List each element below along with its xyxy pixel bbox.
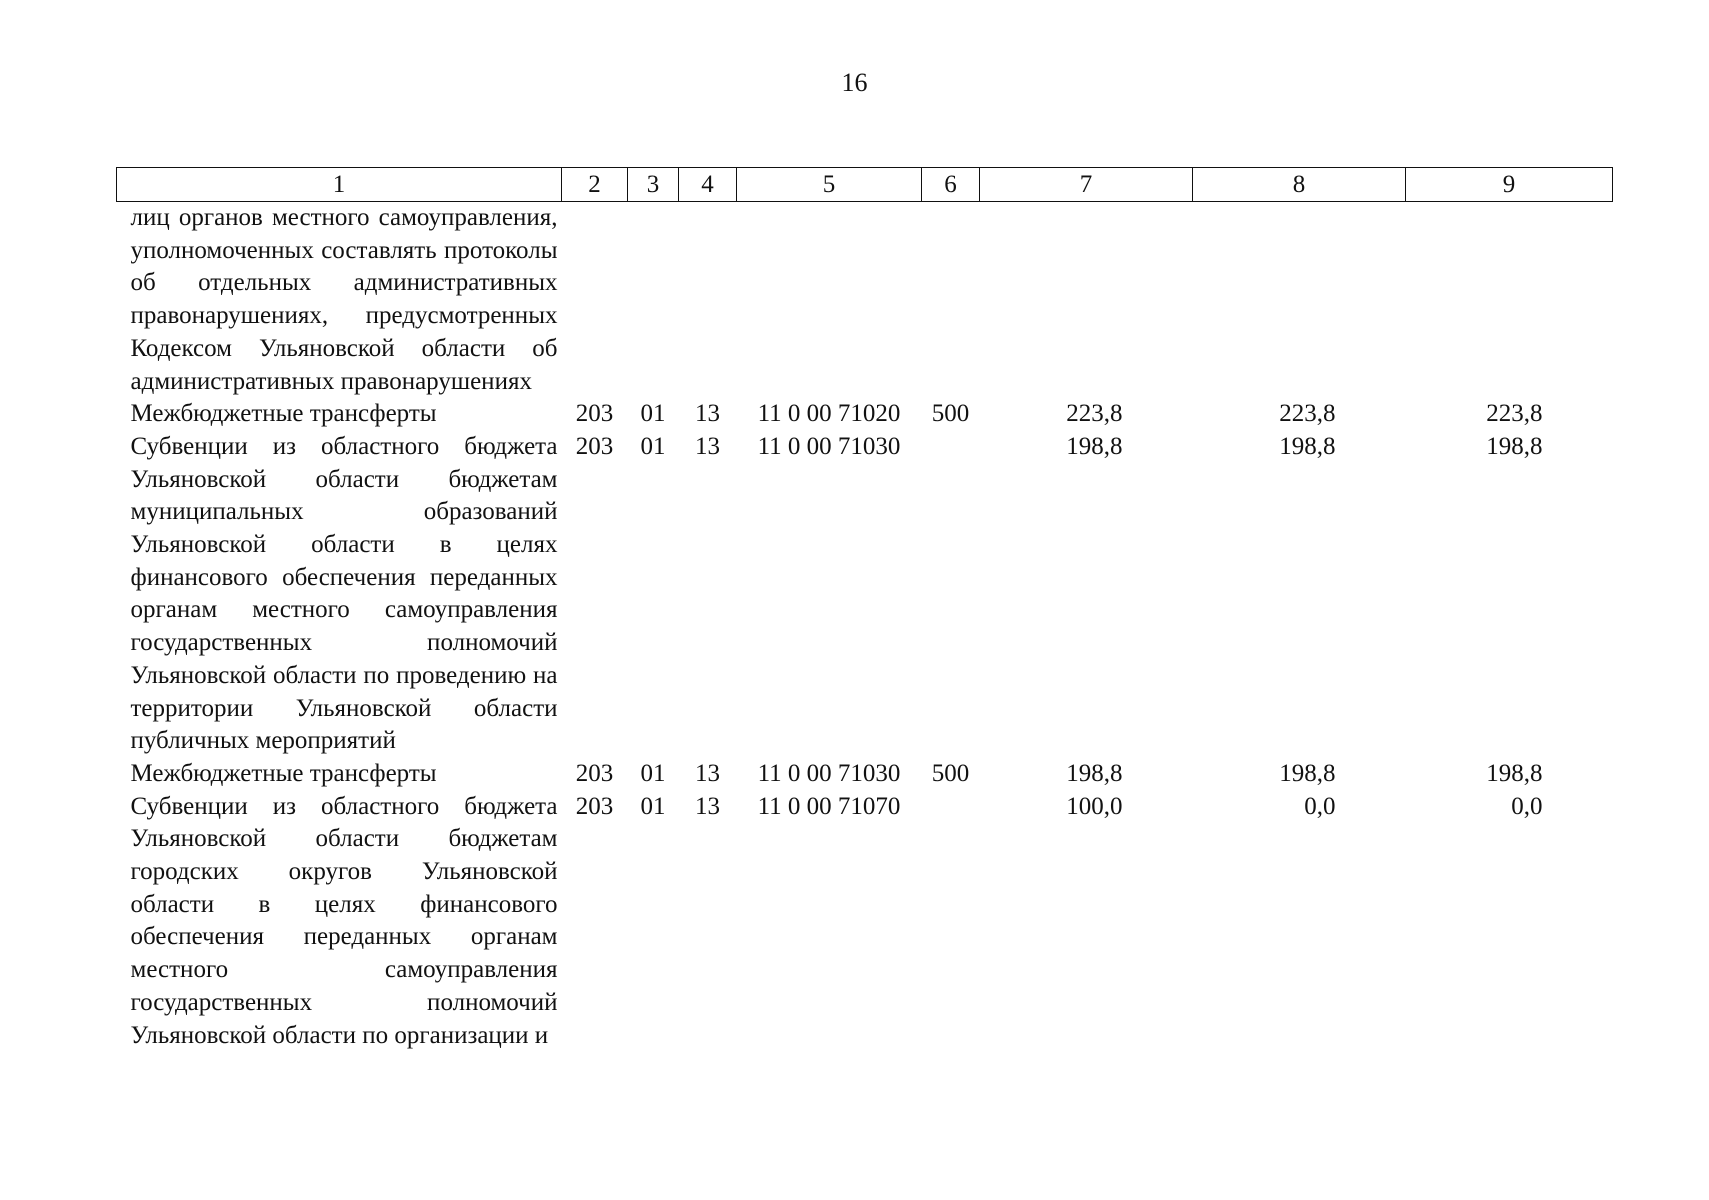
- cell-c8: 223,8: [1279, 400, 1336, 428]
- cell-c4: 13: [695, 792, 720, 820]
- cell-c8: [1193, 202, 1406, 399]
- cell-c4: [679, 202, 737, 399]
- budget-table: [116, 167, 1613, 1052]
- cell-c6: [922, 202, 980, 399]
- column-header: 5: [737, 168, 922, 202]
- cell-c7: 198,8: [1066, 759, 1123, 787]
- cell-c4: 13: [695, 400, 720, 428]
- cell-c6: 500: [931, 759, 970, 787]
- cell-c2: 203: [575, 432, 614, 460]
- table-row: [117, 398, 1613, 431]
- cell-c9: 0,0: [1511, 792, 1543, 820]
- cell-c4: 13: [695, 759, 720, 787]
- cell-c8: 198,8: [1279, 432, 1336, 460]
- column-header: 6: [922, 168, 980, 202]
- cell-c5: 11 0 00 71030: [757, 432, 901, 460]
- cell-c9: 223,8: [1486, 400, 1543, 428]
- table-row: [117, 758, 1613, 791]
- row-name: Субвенции из областного бюджета Ульяновской области бюджетам городских округов Ульяновской области в целях финансового обеспечения переданных органам местного самоуправления государственных полномочий Ульяновской области по организации и: [130, 792, 558, 1049]
- cell-c5: 11 0 00 71070: [757, 792, 901, 820]
- row-name: Межбюджетные трансферты: [130, 759, 437, 787]
- table-row: [117, 791, 1613, 1053]
- column-header: 7: [980, 168, 1193, 202]
- column-header: 1: [117, 168, 562, 202]
- cell-c5: [737, 202, 922, 399]
- column-header: 4: [679, 168, 737, 202]
- column-header: 3: [628, 168, 679, 202]
- cell-c3: 01: [640, 792, 666, 820]
- cell-c7: 223,8: [1066, 400, 1123, 428]
- cell-c3: 01: [640, 400, 666, 428]
- cell-c6: [922, 791, 980, 1053]
- cell-c7: 198,8: [1066, 432, 1123, 460]
- cell-c2: 203: [575, 792, 614, 820]
- row-name: Субвенции из областного бюджета Ульяновской области бюджетам муниципальных образований Ульяновской области в целях финансового обеспечения переданных органам местного самоуправления государственных полномочий Ульяновской области по проведению на территории Ульяновской области публичных мероприятий: [130, 432, 558, 755]
- cell-c6: 500: [931, 400, 970, 428]
- cell-c2: 203: [575, 400, 614, 428]
- cell-c7: 100,0: [1066, 792, 1123, 820]
- cell-c3: 01: [640, 432, 666, 460]
- row-name: Межбюджетные трансферты: [130, 400, 437, 428]
- table-row: [117, 431, 1613, 758]
- cell-c2: [562, 202, 628, 399]
- cell-c8: 0,0: [1304, 792, 1336, 820]
- cell-c9: [1406, 202, 1613, 399]
- cell-c5: 11 0 00 71020: [757, 400, 901, 428]
- cell-c7: [980, 202, 1193, 399]
- column-header: 2: [562, 168, 628, 202]
- cell-c3: 01: [640, 759, 666, 787]
- cell-c9: 198,8: [1486, 759, 1543, 787]
- cell-c9: 198,8: [1486, 432, 1543, 460]
- cell-c8: 198,8: [1279, 759, 1336, 787]
- table-header-row: [117, 168, 1613, 202]
- table-row: [117, 202, 1613, 399]
- cell-c5: 11 0 00 71030: [757, 759, 901, 787]
- cell-c2: 203: [575, 759, 614, 787]
- cell-c6: [922, 431, 980, 758]
- row-name: лиц органов местного самоуправления, уполномоченных составлять протоколы об отдельных административных правонарушениях, предусмотренных Кодексом Ульяновской области об административных правонарушениях: [130, 204, 558, 395]
- page-number: 16: [841, 68, 868, 97]
- column-header: 9: [1406, 168, 1613, 202]
- cell-c3: [628, 202, 679, 399]
- column-header: 8: [1193, 168, 1406, 202]
- cell-c4: 13: [695, 432, 720, 460]
